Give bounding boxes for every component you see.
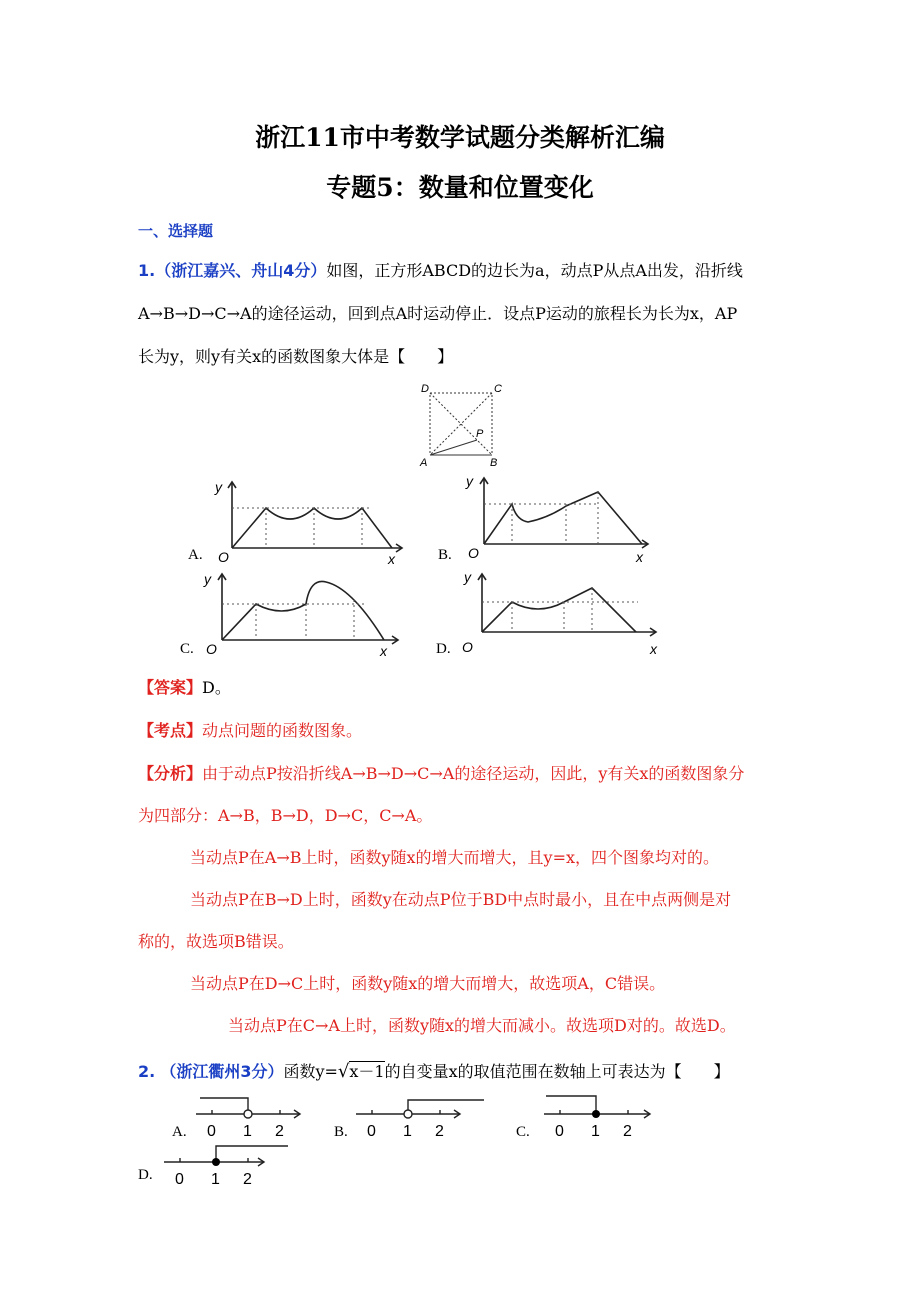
y-axis-label: y [464,570,471,585]
label-P: P [476,428,484,440]
q1-line1 [138,261,743,281]
option-C-label: C. [180,641,194,657]
numberline-D [160,1140,290,1190]
x-axis-label: x [388,551,395,567]
tick-2: 2 [623,1123,632,1140]
q2-text-before: 函数y= [283,1062,338,1081]
analysis-text-2: 为四部分：A→B，B→D，D→C，C→A。 [138,806,433,825]
tick-2: 2 [275,1123,284,1140]
option-A-label: A. [188,547,203,563]
q1-number: 1. [138,261,156,280]
answer-value: D。 [202,678,231,697]
tick-0: 0 [207,1123,216,1140]
tick-1: 1 [211,1171,220,1188]
q1-text-1: 如图，正方形ABCD的边长为a，动点P从点A出发，沿折线 [326,261,743,280]
tick-2: 2 [435,1123,444,1140]
q2-radicand: x－1 [349,1062,385,1081]
graph-A [200,478,410,570]
origin-label: O [462,639,473,655]
answer-tag: 【答案】 [138,678,203,697]
q2-option-A-label: A. [172,1124,187,1140]
q2-number: 2. [138,1062,156,1081]
analysis-text-1: 由于动点P按沿折线A→B→D→C→A的途径运动，因此，y有关x的函数图象分 [202,764,745,783]
section-heading: 一、选择题 [138,222,214,240]
origin-label: O [468,545,479,561]
x-axis-label: x [380,643,387,659]
y-axis-label: y [466,474,473,489]
tick-1: 1 [243,1123,252,1140]
tick-0: 0 [175,1171,184,1188]
graph-B [452,474,657,566]
y-axis-label: y [215,479,222,495]
x-axis-label: x [650,641,657,657]
keypoint-line [138,721,362,741]
graph-C [194,570,404,662]
tick-0: 0 [555,1123,564,1140]
keypoint-text: 动点问题的函数图象。 [202,721,363,740]
analysis-text-7: 当动点P在C→A上时，函数y随x的增大而减小。故选项D对的。故选D。 [228,1016,736,1035]
tick-1: 1 [591,1123,600,1140]
q2-option-B-label: B. [334,1124,348,1140]
numberline-B [352,1094,492,1144]
q2-source: （浙江衢州3分） [160,1062,284,1081]
q2-option-D-label: D. [138,1167,153,1183]
page-subtitle: 专题5：数量和位置变化 [326,173,594,202]
q1-text-2: A→B→D→C→A的途径运动，回到点A时运动停止．设点P运动的旅程长为长为x，AP [138,304,738,323]
analysis-text-3: 当动点P在A→B上时，函数y随x的增大而增大，且y=x，四个图象均对的。 [190,848,720,867]
label-A: A [420,457,428,469]
origin-label: O [206,641,217,657]
y-axis-label: y [204,571,211,587]
x-axis-label: x [636,549,643,565]
option-D-label: D. [436,641,451,657]
analysis-tag: 【分析】 [138,764,203,783]
q2-line [138,1062,730,1082]
analysis-text-5: 称的，故选项B错误。 [138,932,294,951]
page-title: 浙江11市中考数学试题分类解析汇编 [255,123,665,152]
label-D: D [421,383,429,395]
tick-1: 1 [403,1123,412,1140]
answer-line [138,678,231,698]
square-figure [410,380,510,470]
numberline-A [192,1094,312,1144]
tick-0: 0 [367,1123,376,1140]
q2-option-C-label: C. [516,1124,530,1140]
analysis-line-1 [138,764,744,784]
label-C: C [494,383,502,395]
tick-2: 2 [243,1171,252,1188]
origin-label: O [218,549,229,565]
q2-text-after: 的自变量x的取值范围在数轴上可表达为【 】 [384,1062,730,1081]
q1-source: （浙江嘉兴、舟山4分） [155,261,327,280]
keypoint-tag: 【考点】 [138,721,203,740]
q1-text-3: 长为y，则y有关x的函数图象大体是【 】 [138,347,454,366]
graph-D [452,570,662,662]
sqrt-sign: √ [337,1061,350,1082]
option-B-label: B. [438,547,452,563]
analysis-text-4: 当动点P在B→D上时，函数y在动点P位于BD中点时最小，且在中点两侧是对 [190,890,732,909]
analysis-text-6: 当动点P在D→C上时，函数y随x的增大而增大，故选项A，C错误。 [190,974,666,993]
numberline-C [540,1092,660,1144]
label-B: B [490,457,498,469]
